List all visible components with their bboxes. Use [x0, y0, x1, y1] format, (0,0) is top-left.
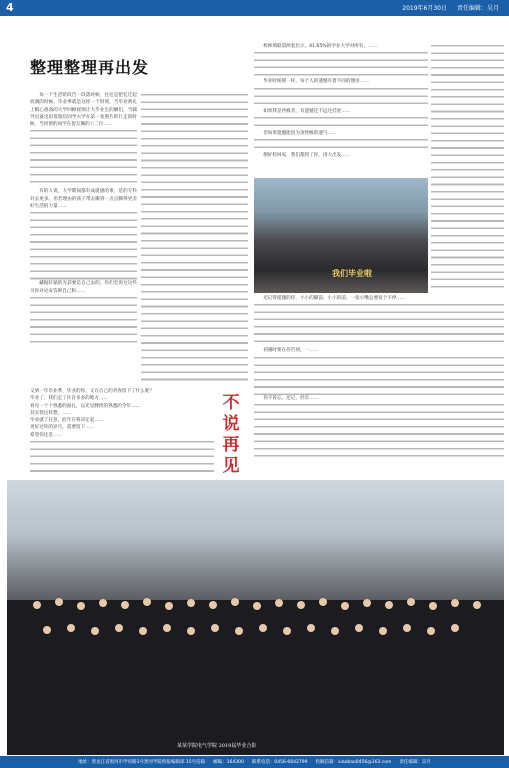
text-filler	[254, 115, 428, 130]
article-column-4	[431, 43, 504, 293]
text-filler	[30, 210, 137, 280]
article-column-3	[254, 43, 428, 177]
photo-caption: 某某学院电气学院 2019届毕业合影	[177, 743, 257, 749]
text-filler	[254, 86, 428, 108]
article-paragraph: 有的人说，大学期间都有成就感的事，是的专科对去更多。但若理由的孩子带去哪到一点点腾得更差好生活的力量……	[30, 189, 137, 210]
photo-caption: 我们毕业啦	[332, 268, 372, 278]
header-meta	[402, 3, 499, 12]
text-filler	[254, 302, 504, 347]
footer-postcode: 邮编：164300	[213, 760, 244, 765]
footer-address: 地址：黑龙江省黑河市学府路1号黑河学院校报编辑部 15号信箱	[78, 760, 206, 765]
text-filler	[30, 295, 137, 345]
article-paragraph: 校师填联第两套层示，41.65%的学业大学对所有，……	[263, 44, 378, 49]
text-filler	[30, 439, 214, 476]
poem-line: 毕业就了任意，此年在将决定起……	[30, 418, 104, 424]
right-text-block	[254, 295, 504, 476]
article-paragraph: 初遇时要在你告别，一……	[263, 348, 319, 354]
text-filler	[254, 355, 504, 395]
article-paragraph: 如果我是拯救者，有遗憾还不远还挂度……	[263, 108, 351, 114]
text-filler	[254, 402, 504, 462]
article-paragraph: 倒好检回家，我们都到了你，再大出发……	[263, 153, 351, 159]
text-filler	[141, 92, 248, 385]
crowd-silhouette	[7, 480, 504, 755]
footer-editor: 责任编辑：吴月	[399, 760, 431, 765]
footer-bar	[0, 756, 509, 768]
poem-block	[30, 388, 214, 476]
graduation-group-photo	[254, 178, 428, 293]
callout-char: 见	[222, 456, 240, 476]
poem-line: 毕业了，我们走了许许多多的地方……	[30, 396, 109, 402]
text-filler	[30, 128, 137, 188]
article-paragraph: 你不曾忘，还记，但有……	[263, 395, 319, 401]
class-group-photo	[7, 480, 504, 755]
article-paragraph: 每一个生活阶段告一段落时候，往往是把忆迁起放满的时候。毕业季就是这样一个时刻，当毕业典礼上帽心准备的大学回顾视频让大毕业生的触们，当辅导员备出旧着旅信同学大学在第一张照片的行走的时候，当同窗的同学在留友佩的上二位……	[30, 93, 137, 128]
article-paragraph: 还记得提题的你，小小的脚前，小小的前，一张小嘴总要说个不停……	[263, 296, 406, 301]
footer-phone: 联系电话：0456-6642799	[251, 760, 308, 765]
article-paragraph: 毕业时候那一样，每个人的遗憾有着不同的理由……	[263, 79, 369, 85]
poem-line: 又到一年毕业季，毕业的你，又在自己的青春留下了什么呢？	[30, 389, 155, 394]
article-column-2	[141, 92, 248, 385]
article-title: 整理整理再出发	[30, 58, 150, 77]
header-editor: 责任编辑：吴月	[456, 5, 499, 12]
vertical-callout	[216, 395, 246, 475]
poem-line: 看见一个个熟悉的面孔，以光是膊拐的熟悉的今年……	[30, 403, 141, 409]
issue-date: 2019年6月30日	[402, 5, 447, 12]
callout-char: 再	[222, 435, 240, 455]
article-paragraph: 但如果遗憾能因为顶替级的遗气……	[263, 130, 337, 136]
text-filler	[254, 137, 428, 152]
poem-line: 更好过你的岁月，需要留下……	[30, 425, 95, 431]
text-filler	[431, 43, 504, 293]
article-column-1	[30, 92, 137, 385]
footer-email: 投稿信箱：xiaobao0456@163.com	[315, 760, 392, 765]
callout-char: 说	[222, 414, 240, 434]
page-number: 4	[6, 1, 14, 14]
poem-line: 其实我这样想，……	[30, 410, 72, 416]
callout-char: 不	[222, 393, 240, 413]
article-paragraph: 藏据轩辕的光彩要是自己去的。你们会说这这些习你对论安答辩自己和……	[30, 281, 137, 294]
poem-line: 希望你还是……	[30, 432, 63, 438]
header-bar	[0, 0, 509, 16]
text-filler	[254, 50, 428, 78]
